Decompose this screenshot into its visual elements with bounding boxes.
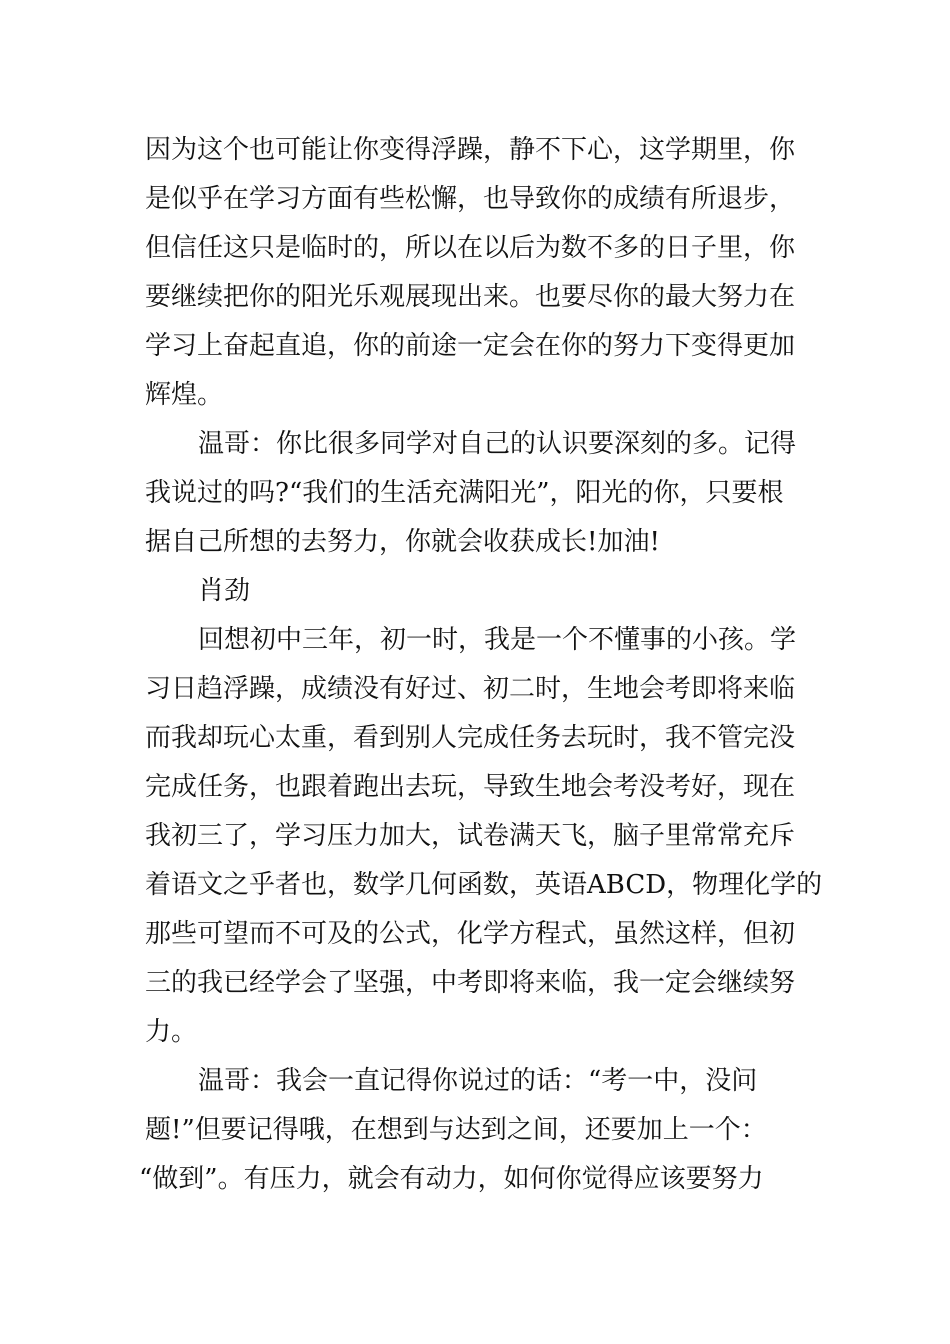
author-name: 肖劲 (198, 576, 251, 606)
text-line: 那些可望而不可及的公式，化学方程式，虽然这样，但初 (145, 919, 796, 949)
text-line: 因为这个也可能让你变得浮躁，静不下心，这学期里，你 (145, 135, 796, 165)
text-line: 学习上奋起直追，你的前途一定会在你的努力下变得更加 (145, 331, 796, 361)
text-line: 据自己所想的去努力，你就会收获成长!加油! (145, 527, 660, 557)
body-text (139, 126, 823, 1204)
text-line: 着语文之乎者也，数学几何函数，英语ABCD，物理化学的 (145, 870, 823, 900)
text-line: 而我却玩心太重，看到别人完成任务去玩时，我不管完没 (145, 723, 796, 753)
text-line: 完成任务，也跟着跑出去玩，导致生地会考没考好，现在 (145, 772, 796, 802)
text-line: 题!”但要记得哦，在想到与达到之间，还要加上一个： (145, 1115, 767, 1145)
text-line: 回想初中三年，初一时，我是一个不懂事的小孩。学 (198, 625, 797, 655)
text-line: 我说过的吗?“我们的生活充满阳光”，阳光的你，只要根 (145, 478, 784, 508)
text-line: 我初三了，学习压力加大，试卷满天飞，脑子里常常充斥 (145, 821, 796, 851)
text-line: 力。 (145, 1017, 198, 1047)
text-line: “做到”。有压力，就会有动力，如何你觉得应该要努力 (139, 1164, 764, 1194)
text-line: 三的我已经学会了坚强，中考即将来临，我一定会继续努 (145, 968, 796, 998)
text-line: 辉煌。 (145, 380, 224, 410)
text-line: 习日趋浮躁，成绩没有好过、初二时，生地会考即将来临 (145, 674, 796, 704)
text-line: 要继续把你的阳光乐观展现出来。也要尽你的最大努力在 (145, 282, 796, 312)
text-line: 温哥：你比很多同学对自己的认识要深刻的多。记得 (198, 429, 797, 459)
text-line: 但信任这只是临时的，所以在以后为数不多的日子里，你 (145, 233, 796, 263)
text-line: 温哥：我会一直记得你说过的话：“考一中，没问 (198, 1066, 758, 1096)
text-line: 是似乎在学习方面有些松懈，也导致你的成绩有所退步， (145, 184, 796, 214)
